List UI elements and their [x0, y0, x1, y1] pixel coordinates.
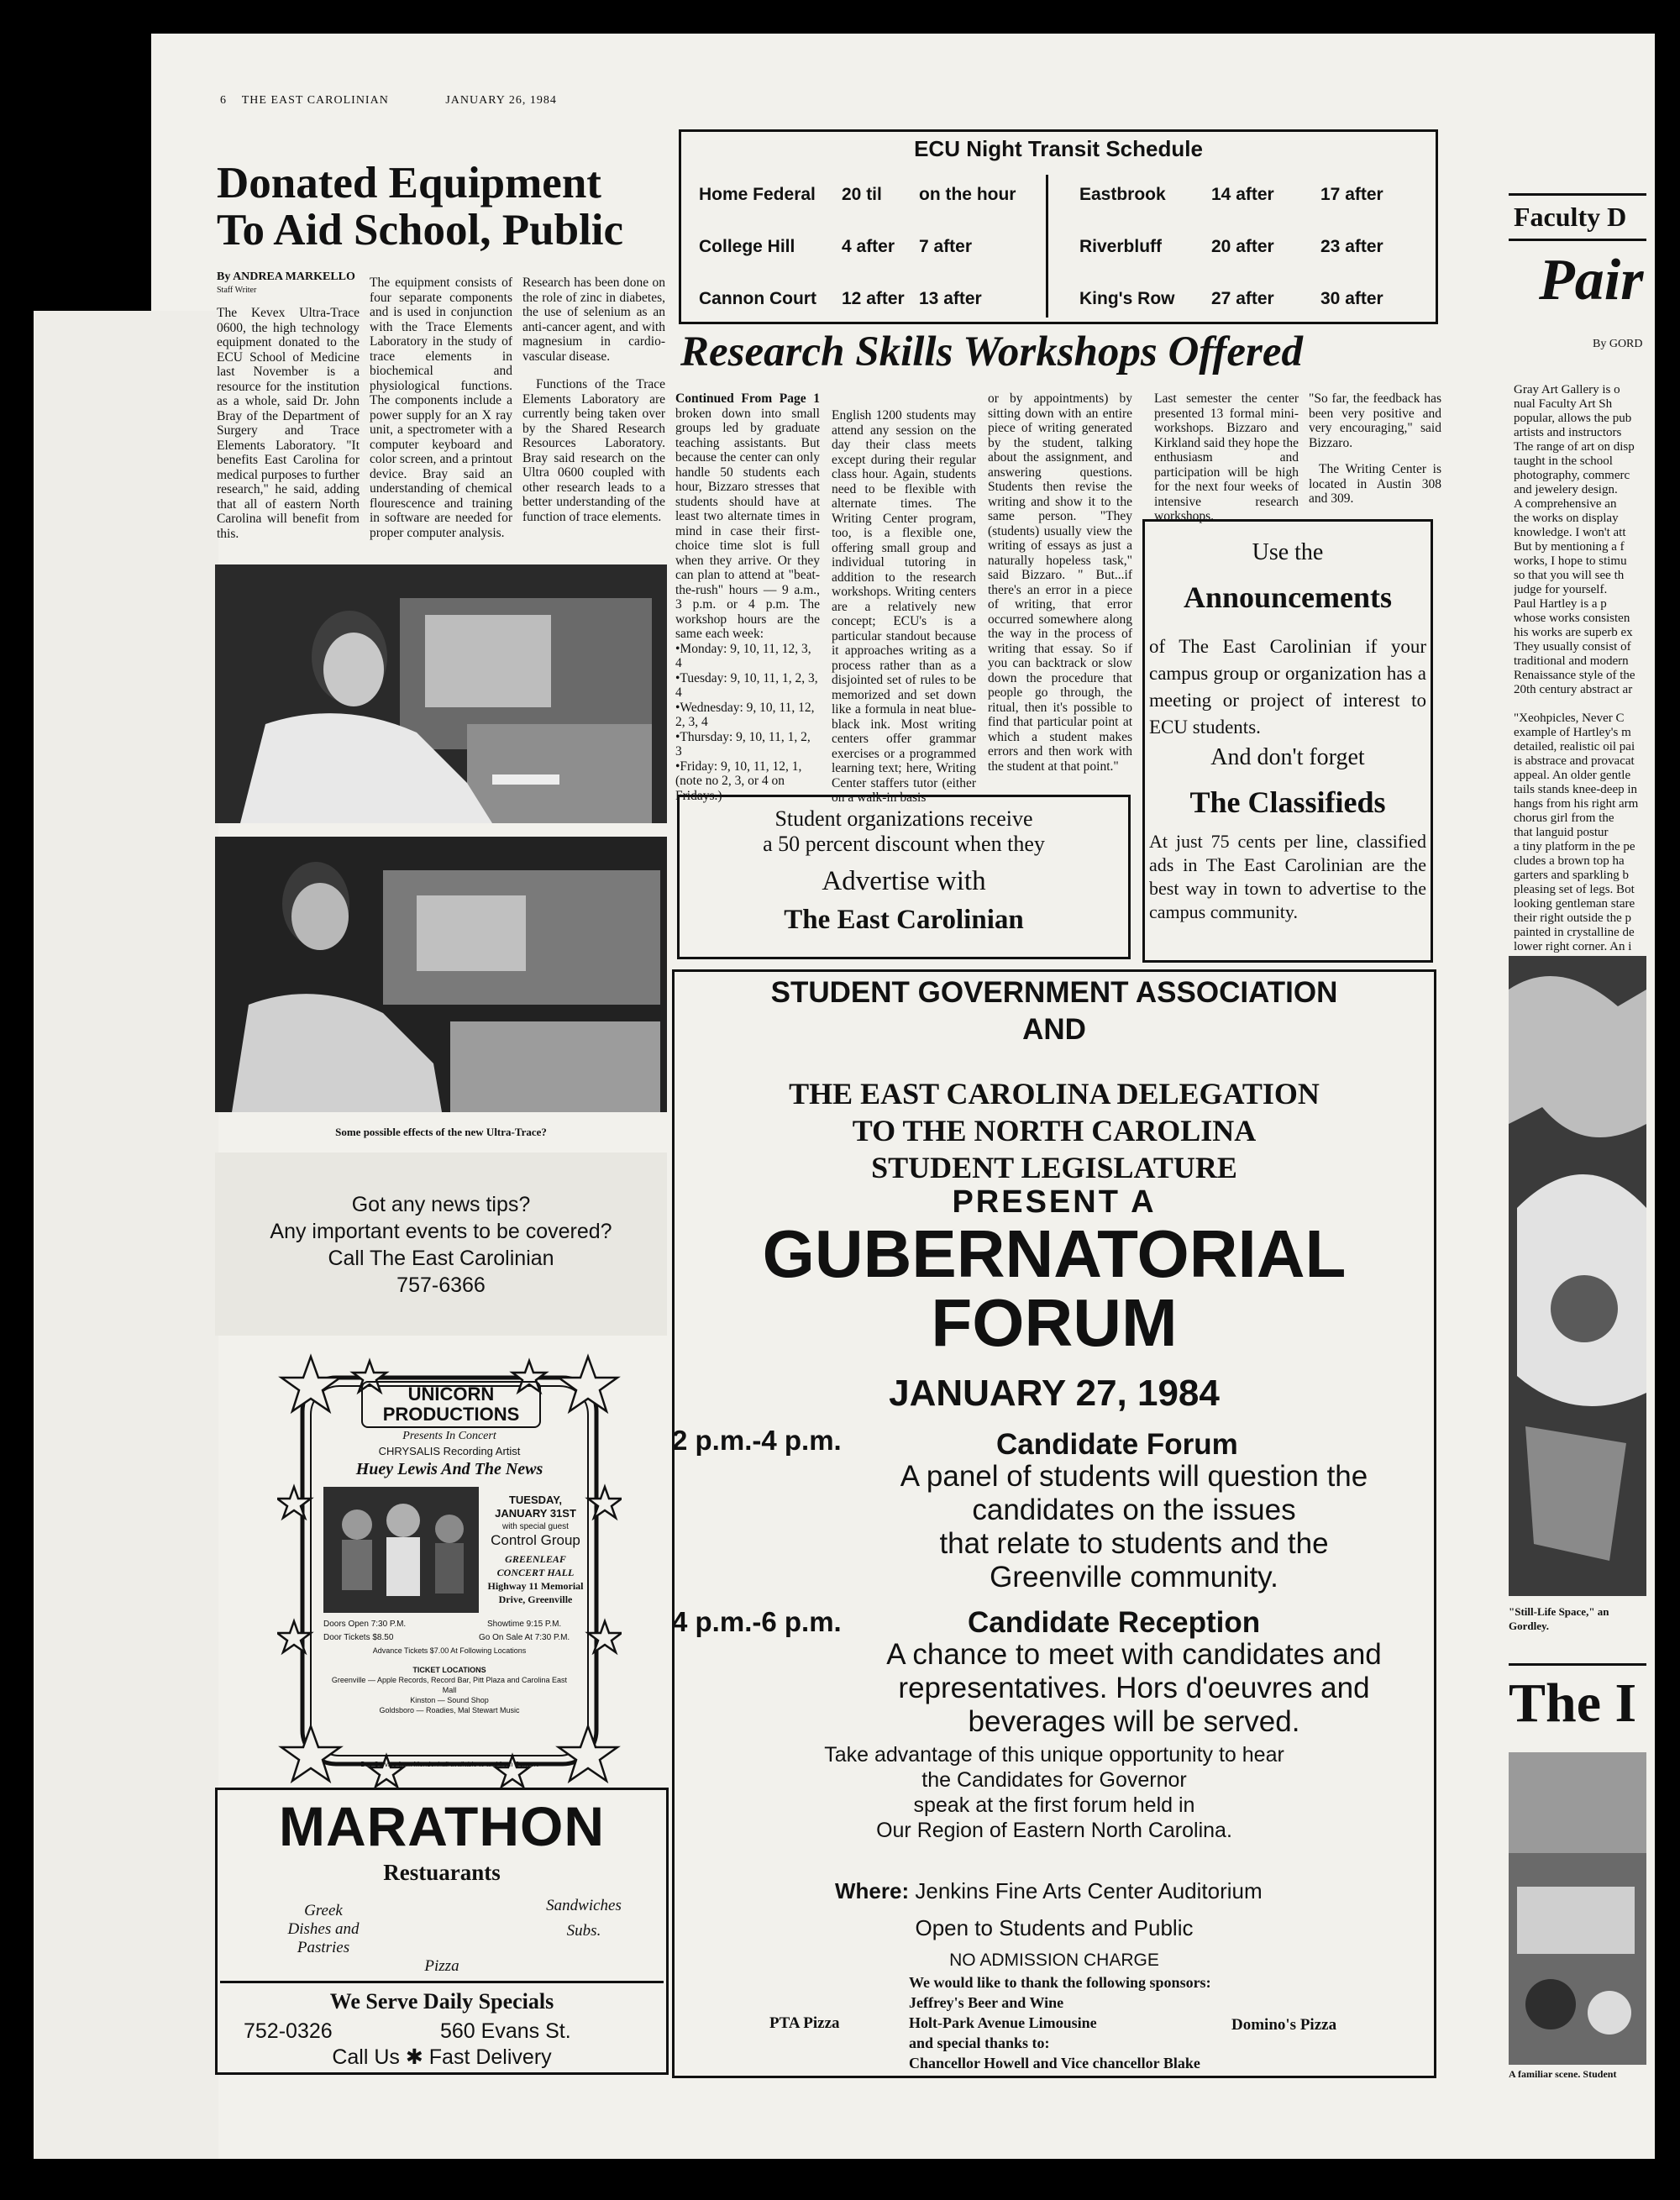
announce-use: Use the: [1252, 539, 1324, 565]
donated-col3a: Research has been done on the role of zinc in diabetes, the use of selenium as an anti-cancer agent, and with magnesium in cardio-vascular disease.: [522, 276, 665, 364]
right-page-line: a tiny platform in the pe: [1514, 840, 1635, 853]
sga-desc2: [832, 1638, 1436, 1739]
sga-date: JANUARY 27, 1984: [889, 1373, 1220, 1414]
transit-title: ECU Night Transit Schedule: [914, 136, 1203, 161]
sga-line2: AND: [1022, 1013, 1086, 1046]
unicorn-loc-2: Kinston — Sound Shop: [410, 1696, 489, 1704]
unicorn-title: [361, 1381, 541, 1428]
right-page-text: [1514, 383, 1648, 954]
sga-time1: 2 p.m.-4 p.m.: [672, 1425, 842, 1456]
right-page-line: pleasing set of legs. Bot: [1514, 883, 1635, 896]
sga-delegation: [672, 1075, 1436, 1186]
sga-event2: Candidate Reception: [968, 1606, 1261, 1639]
unicorn-advance: Advance Tickets $7.00 At Following Locations: [372, 1646, 527, 1655]
right-page-line: judge for yourself.: [1514, 583, 1608, 596]
sga-pta: PTA Pizza: [769, 2014, 840, 2032]
right-photo-caption: [1509, 1604, 1651, 1633]
right-page-photo-1-art: [1509, 956, 1646, 1596]
donated-col1: The Kevex Ultra-Trace 0600, the high technology equipment donated to the ECU School of Medicine last November is a resource for the institution as a whole, said Dr. John Bray of the Department of Surgery and Trace Elements Laboratory. "It benefits East Carolina for medical purposes to further research," he said, adding that all of eastern North Carolina will benefit from this.: [217, 306, 360, 541]
unicorn-title-2: PRODUCTIONS: [382, 1404, 520, 1425]
schedule-day: •Friday: 9, 10, 11, 12, 1, (note no 2, 3, or 4 on Fridays.): [675, 759, 802, 803]
sga-line3: THE EAST CAROLINA DELEGATION: [789, 1077, 1320, 1111]
unicorn-loc-3: Goldsboro — Roadies, Mal Stewart Music: [379, 1706, 520, 1714]
right-page-line: They usually consist of: [1514, 640, 1631, 654]
sga-adv2: the Candidates for Governor: [921, 1768, 1187, 1792]
marathon-phone: 752-0326: [244, 2019, 333, 2043]
tips-line2: Any important events to be covered?: [270, 1220, 612, 1243]
right-page-line: artists and instructors: [1514, 426, 1622, 439]
sga-gubernatorial: GUBERNATORIAL: [762, 1216, 1347, 1291]
unicorn-guest: Control Group: [491, 1532, 580, 1548]
sga-desc2c: beverages will be served.: [968, 1705, 1300, 1738]
transit-time: 12 after: [842, 289, 905, 308]
marathon-pizza: Pizza: [424, 1957, 459, 1975]
transit-stop: Cannon Court: [699, 289, 816, 308]
right-page-line: and jewelery design.: [1514, 483, 1618, 496]
transit-time: on the hour: [919, 185, 1016, 204]
sga-noadmission: NO ADMISSION CHARGE: [949, 1951, 1159, 1970]
sga-sponsor-2: Holt-Park Avenue Limousine: [909, 2014, 1097, 2031]
sga-time2: 4 p.m.-6 p.m.: [672, 1606, 842, 1637]
research-col1-text: broken down into small groups led by graduate teaching assistants. But because the center can only handle 50 students each hour, Bizzaro stresses that students should have at least two alternate times in mind in case their first-choice time slot is full when they arrive. Or they can plan to attend at "beat-the-rush" hours — 9 a.m., 3 p.m. or 4 p.m. The workshop hours are the same each week:: [675, 406, 820, 641]
unicorn-showtime: Showtime 9:15 P.M.: [487, 1620, 562, 1629]
research-col4: Last semester the center presented 13 formal mini-workshops. Bizzaro and Kirkland said they hope the enthusiasm and participation will be high for the next four weeks of intensive research workshops.: [1154, 391, 1299, 523]
unicorn-loc-title: TICKET LOCATIONS: [412, 1666, 486, 1674]
unicorn-doors: Doors Open 7:30 P.M.: [323, 1620, 407, 1629]
transit-stop: Eastbrook: [1079, 185, 1166, 204]
byline: [217, 270, 368, 297]
right-page-line: whose works consisten: [1514, 612, 1630, 625]
right-page-line: hangs from his right arm: [1514, 797, 1639, 811]
right-page-line: so that you will see th: [1514, 569, 1625, 582]
sga-line5: STUDENT LEGISLATURE: [871, 1151, 1237, 1184]
right-page-line: garters and sparkling b: [1514, 869, 1630, 882]
marathon-name: MARATHON: [278, 1795, 606, 1857]
unicorn-label: CHRYSALIS Recording Artist: [378, 1445, 521, 1457]
research-col1: [675, 391, 820, 803]
right-page-line: detailed, realistic oil pai: [1514, 740, 1635, 753]
right-page-line: [1514, 697, 1648, 711]
pair-headline: Pair: [1539, 248, 1644, 312]
schedule-day: •Tuesday: 9, 10, 11, 1, 2, 3, 4: [675, 670, 818, 700]
sga-thanks: We would like to thank the following sponsors:: [909, 1974, 1211, 1991]
unicorn-locations: [328, 1665, 571, 1715]
right-page-line: knowledge. I won't att: [1514, 526, 1626, 539]
sga-forum: FORUM: [931, 1285, 1178, 1360]
unicorn-presents: Presents In Concert: [402, 1430, 496, 1442]
sga-desc1: [832, 1460, 1436, 1594]
unicorn-venue: GREENLEAF CONCERT HALL: [496, 1553, 575, 1578]
right-page-line: lower right corner. An i: [1514, 940, 1632, 953]
marathon-sandwiches: [521, 1893, 647, 1944]
sga-desc1b: candidates on the issues: [972, 1494, 1296, 1526]
unicorn-tickets: Door Tickets $8.50: [323, 1633, 394, 1642]
transit-time: 27 after: [1211, 289, 1274, 308]
photo-technician-1-art: [215, 564, 667, 823]
announce-body: of The East Carolinian if your campus group or organization has a meeting or project of interest to ECU students.: [1149, 636, 1426, 738]
donated-headline-line2: To Aid School, Public: [217, 206, 624, 255]
tips-line3: Call The East Carolinian: [328, 1247, 554, 1270]
byline-name: By ANDREA MARKELLO: [217, 270, 355, 283]
donated-col2: The equipment consists of four separate components and is used in conjunction with the Trace Elements Laboratory in the study of trace elements in biochemical and physiological functions. The components include a power supply for an X ray unit, a spectrometer with a computer keyboard and color screen, and a printout device. Bray said an understanding of chemical flourescence and training in software are needed for proper computer analysis.: [370, 276, 512, 540]
right-caption-1: "Still-Life Space," an: [1509, 1605, 1609, 1618]
unicorn-title-1: UNICORN: [407, 1384, 495, 1405]
advertise-text: [677, 806, 1131, 939]
right-page-photo-2: [1509, 1752, 1646, 2065]
right-page-line: 20th century abstract ar: [1514, 683, 1633, 696]
the-headline: The I: [1509, 1672, 1637, 1734]
right-page-line: that languid postur: [1514, 826, 1609, 839]
right-page-line: the works on display: [1514, 512, 1619, 525]
schedule-day: •Wednesday: 9, 10, 11, 12, 2, 3, 4: [675, 700, 815, 729]
unicorn-address: Highway 11 Memorial Drive, Greenville: [487, 1580, 584, 1605]
right-page-line: Renaissance style of the: [1514, 669, 1635, 682]
transit-stop: Home Federal: [699, 185, 816, 204]
transit-time: 30 after: [1320, 289, 1383, 308]
sga-desc2a: A chance to meet with candidates and: [886, 1638, 1382, 1671]
star-icon: ✱: [405, 2045, 423, 2069]
photo-technician-2: [215, 837, 667, 1112]
sga-event1: Candidate Forum: [996, 1428, 1238, 1461]
tips-line1: Got any news tips?: [351, 1193, 531, 1216]
marathon-call-us: Call Us: [332, 2045, 400, 2069]
faculty-headline: Faculty D: [1514, 202, 1627, 232]
marathon-sub: Restuarants: [383, 1860, 501, 1885]
marathon-delivery: Fast Delivery: [428, 2045, 552, 2069]
donated-headline-line1: Donated Equipment: [217, 159, 601, 207]
sga-adv3: speak at the first forum held in: [913, 1793, 1195, 1817]
right-page-line: photography, commerc: [1514, 469, 1630, 482]
right-page-line: painted in crystalline de: [1514, 926, 1635, 939]
sga-adv1: Take advantage of this unique opportunity to hear: [824, 1743, 1284, 1767]
right-page-photo-1: [1509, 956, 1646, 1596]
underlying-page-strip: [34, 311, 218, 2159]
sga-where-venue: Jenkins Fine Arts Center Auditorium: [915, 1878, 1263, 1903]
marathon-greek-1: Greek: [304, 1902, 343, 1919]
donated-headline: [217, 160, 623, 254]
transit-time: 14 after: [1211, 185, 1274, 204]
sga-sponsor-3: and special thanks to:: [909, 2035, 1050, 2051]
schedule-day: •Thursday: 9, 10, 11, 1, 2, 3: [675, 729, 811, 759]
right-page-line: But by mentioning a f: [1514, 540, 1625, 554]
transit-time: 13 after: [919, 289, 982, 308]
page-number: 6: [220, 94, 227, 107]
marathon-greek: [260, 1902, 386, 1957]
byline-role: Staff Writer: [217, 286, 257, 295]
right-photo-caption-2: A familiar scene. Student: [1509, 2068, 1617, 2080]
advertise-line3: Advertise with: [822, 866, 986, 896]
right-page-line: cludes a brown top ha: [1514, 854, 1625, 868]
right-page-line: nual Faculty Art Sh: [1514, 397, 1613, 411]
unicorn-bus: Bus Service from Mendenhall available to and from Concert: [360, 1761, 538, 1768]
research-col5a: "So far, the feedback has been very positive and very encouraging," said Bizzaro.: [1309, 391, 1441, 450]
issue-date: JANUARY 26, 1984: [445, 94, 557, 107]
right-page-line: Paul Hartley is a p: [1514, 597, 1607, 611]
marathon-greek-2: Dishes and Pastries: [287, 1920, 360, 1956]
tips-phone: 757-6366: [396, 1273, 486, 1297]
sga-open: Open to Students and Public: [915, 1915, 1194, 1940]
right-page-line: Gray Art Gallery is o: [1514, 383, 1620, 396]
photo-caption: Some possible effects of the new Ultra-Trace?: [335, 1126, 547, 1138]
photo-technician-2-art: [215, 837, 667, 1112]
announce-dont: And don't forget: [1210, 744, 1365, 770]
transit-time: 20 til: [842, 185, 882, 204]
unicorn-date-1: TUESDAY,: [508, 1494, 563, 1506]
advertise-line1: Student organizations receive: [774, 806, 1033, 831]
sga-desc1d: Greenville community.: [990, 1561, 1278, 1594]
marathon-rule: [220, 1981, 664, 1983]
transit-divider: [1046, 175, 1048, 318]
marathon-specials: We Serve Daily Specials: [329, 1989, 554, 2014]
unicorn-onsale: Go On Sale At 7:30 P.M.: [479, 1633, 570, 1642]
research-col3: or by appointments) by sitting down with an entire piece of writing generated by the student, talking about the assignment, and answering questions. Students then revise the writing and show it to the same person. "They (students) usually view the writing of essays as just a naturally hopeless task," said Bizzaro. " But...if there's an error in a piece of writing, that error occurred somewhere along the way in the process of writing that essay. So if you can backtrack or slow down the procedure that people go through, the ritual, then it's possible to find that particular point at which a student makes errors and then work with the student at that point.": [988, 391, 1132, 774]
donated-col3b: Functions of the Trace Elements Laboratory are currently being taken over by the Shared Research Resources Laboratory. Bray said research on the Ultra 0600 coupled with other research leads to a better understanding of the function of trace elements.: [522, 377, 665, 524]
schedule-day: •Monday: 9, 10, 11, 12, 3, 4: [675, 641, 811, 670]
announce-title: Announcements: [1183, 580, 1393, 614]
page-header: [220, 94, 557, 108]
research-headline: Research Skills Workshops Offered: [680, 328, 1303, 375]
transit-time: 4 after: [842, 237, 895, 256]
right-caption-2: Gordley.: [1509, 1620, 1550, 1632]
sga-desc2b: representatives. Hors d'oeuvres and: [898, 1672, 1370, 1704]
right-page-line: A comprehensive an: [1514, 497, 1617, 511]
sga-adv4: Our Region of Eastern North Carolina.: [876, 1819, 1232, 1842]
sga-sponsor-4: Chancellor Howell and Vice chancellor Blake: [909, 2055, 1200, 2071]
right-page-line: traditional and modern: [1514, 654, 1629, 668]
transit-time: 23 after: [1320, 237, 1383, 256]
sga-dominos: Domino's Pizza: [1231, 2016, 1337, 2034]
right-page-photo-2-art: [1509, 1752, 1646, 2065]
right-page-line: appeal. An older gentle: [1514, 769, 1631, 782]
marathon-sand-1: Sandwiches: [546, 1897, 622, 1914]
sga-sponsor-1: Jeffrey's Beer and Wine: [909, 1994, 1064, 2011]
photo-technician-1: [215, 564, 667, 823]
sga-line4: TO THE NORTH CAROLINA: [852, 1114, 1257, 1147]
right-page-line: their right outside the p: [1514, 911, 1631, 925]
unicorn-special: with special guest: [502, 1522, 569, 1531]
paper-name: THE EAST CAROLINIAN: [241, 94, 389, 107]
advertise-line2: a 50 percent discount when they: [763, 832, 1045, 856]
right-page-line: is abstrace and provacat: [1514, 754, 1635, 768]
announce-classifieds: The Classifieds: [1189, 785, 1386, 819]
right-page-line: popular, allows the pub: [1514, 412, 1632, 425]
unicorn-ad: [277, 1352, 622, 1789]
transit-time: 7 after: [919, 237, 973, 256]
news-tips-box: [215, 1153, 667, 1336]
right-page-line: example of Hartley's m: [1514, 726, 1631, 739]
right-page-line: "Xeohpicles, Never C: [1514, 711, 1625, 725]
unicorn-date-2: JANUARY 31ST: [495, 1507, 576, 1520]
right-page-line: his works are superb ex: [1514, 626, 1633, 639]
unicorn-band: Huey Lewis And The News: [355, 1460, 543, 1478]
research-col5b: The Writing Center is located in Austin 308 and 309.: [1309, 462, 1441, 506]
sga-where: [835, 1878, 1263, 1904]
right-page-line: chorus girl from the: [1514, 811, 1614, 825]
sga-desc1a: A panel of students will question the: [900, 1460, 1368, 1493]
transit-time: 20 after: [1211, 237, 1274, 256]
advertise-line4: The East Carolinian: [784, 905, 1024, 935]
right-page-line: tails stands knee-deep in: [1514, 783, 1638, 796]
research-col2: English 1200 students may attend any session on the day their class meets except during their regular class hour. Again, students need to be flexible with alternate times. The Writing Center program, too, is a flexible one, offering small group and individual tutoring in addition to the research workshops. Writing centers are a relatively new concept; ECU's is a particular standout because it approaches writing as a process rather than as a disjointed set of rules to be memorized and set down like a formula in neat blue-black ink. Most writing centers offer grammar exercises or a programmed learning text; here, Writing Center staffers tutor (either on a walk-in basis: [832, 408, 976, 805]
donated-col3: [522, 276, 665, 524]
research-lead: Continued From Page 1: [675, 391, 820, 406]
right-page-top-rule: [1509, 193, 1646, 196]
sga-header: [672, 974, 1436, 1048]
right-page-rule-3: [1509, 1663, 1646, 1666]
sga-line1: STUDENT GOVERNMENT ASSOCIATION: [770, 976, 1338, 1009]
sga-where-label: Where:: [835, 1878, 910, 1903]
unicorn-loc-1: Greenville — Apple Records, Record Bar, Pitt Plaza and Carolina East Mall: [331, 1676, 568, 1694]
transit-stop: College Hill: [699, 237, 795, 256]
sga-desc1c: that relate to students and the: [939, 1527, 1329, 1560]
right-page-line: The range of art on disp: [1514, 440, 1635, 454]
marathon-call: [215, 2045, 669, 2070]
marathon-sand-2: Subs.: [566, 1922, 601, 1940]
announce-body2: At just 75 cents per line, classified ads in The East Carolinian are the best way in town to advertise to the campus community.: [1149, 831, 1426, 922]
research-col5: [1309, 391, 1441, 507]
research-schedule: [675, 642, 820, 804]
right-byline: By GORD: [1593, 338, 1643, 350]
sga-advantage: [672, 1742, 1436, 1843]
right-page-line: works, I hope to stimu: [1514, 554, 1627, 568]
unicorn-date: [483, 1494, 588, 1606]
transit-stop: Riverbluff: [1079, 237, 1163, 256]
transit-time: 17 after: [1320, 185, 1383, 204]
right-page-rule-2: [1509, 239, 1646, 241]
transit-stop: King's Row: [1079, 289, 1175, 308]
marathon-address: 560 Evans St.: [440, 2019, 571, 2043]
sga-present: PRESENT A: [952, 1184, 1157, 1220]
unicorn-band-photo: [323, 1487, 479, 1613]
right-page-line: looking gentleman stare: [1514, 897, 1635, 911]
right-page-line: taught in the school: [1514, 454, 1613, 468]
